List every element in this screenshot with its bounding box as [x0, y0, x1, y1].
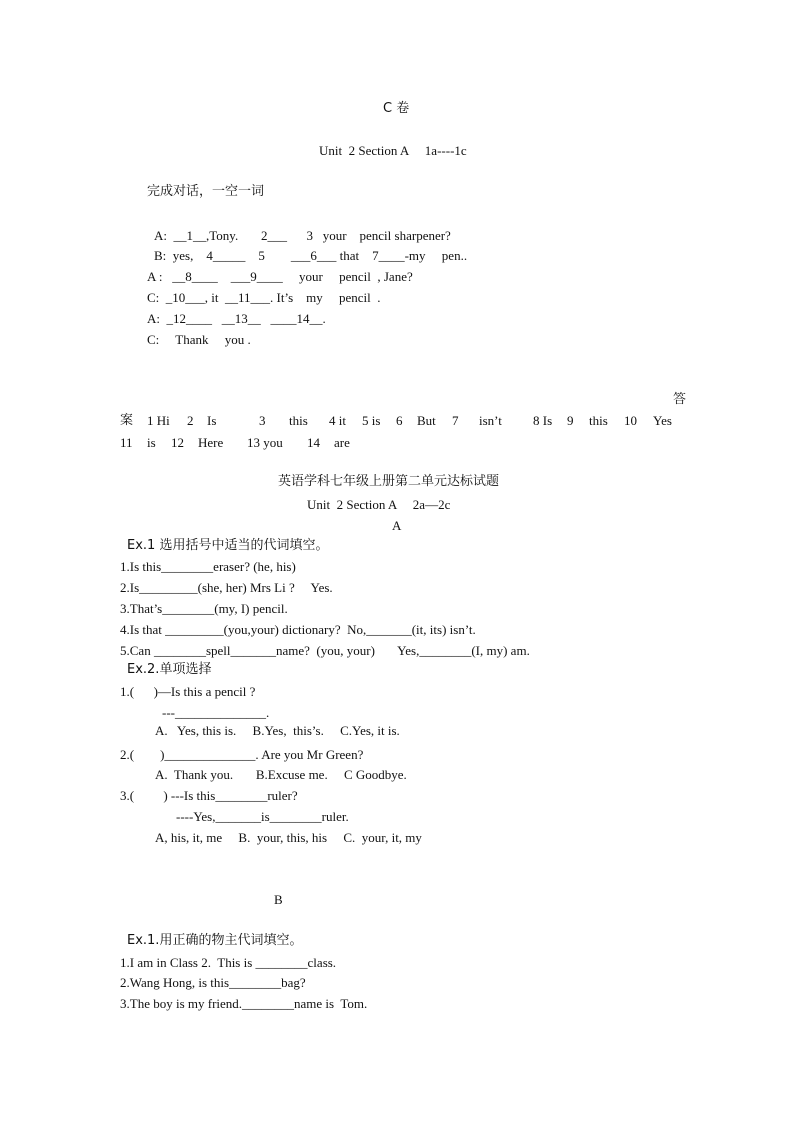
ex1-item: 3.That’s________(my, I) pencil. [120, 601, 288, 616]
ex1-item: 1.Is this________eraser? (he, his) [120, 559, 296, 574]
answer-item: this [589, 413, 608, 428]
ex1b-item: 2.Wang Hong, is this________bag? [120, 975, 306, 990]
answer-item: are [334, 435, 350, 450]
answer-item: 14 [307, 435, 320, 450]
dialog-instruction: 完成对话，一空一词 [147, 184, 265, 199]
answer-item: Is [207, 413, 217, 428]
ex2-options: A. Yes, this is. B.Yes, this’s. C.Yes, it is. [155, 723, 400, 738]
dialog-line: A: __1__,Tony. 2___ 3 your pencil sharpener? [154, 228, 451, 243]
answer-item: 5 is [362, 413, 381, 428]
ex2-options: A, his, it, me B. your, this, his C. your, it, my [155, 830, 422, 845]
section-c-title: C 卷 [383, 101, 410, 116]
ex2-title: Ex.2.单项选择 [127, 662, 212, 677]
ex1-title: Ex.1 选用括号中适当的代词填空。 [127, 538, 329, 553]
ex2-question: 3.( ) ---Is this________ruler? [120, 788, 298, 803]
answer-item: 13 you [247, 435, 283, 450]
dialog-line: C: Thank you . [147, 332, 251, 347]
ex1-item: 2.Is_________(she, her) Mrs Li ? Yes. [120, 580, 333, 595]
unit-heading-2: Unit 2 Section A 2a—2c [307, 497, 451, 512]
part-a-label: A [392, 518, 402, 533]
ex2-options: A. Thank you. B.Excuse me. C Goodbye. [155, 767, 407, 782]
answer-item: 10 [624, 413, 637, 428]
answer-item: 6 [396, 413, 403, 428]
ex2-question: 1.( )—Is this a pencil ? [120, 684, 256, 699]
answer-item: 12 [171, 435, 184, 450]
answer-item: isn’t [479, 413, 502, 428]
ex2-answer-blank: ---______________. [162, 705, 270, 720]
answer-item: this [289, 413, 308, 428]
ex1-item: 4.Is that _________(you,your) dictionary? No,_______(it, its) isn’t. [120, 622, 476, 637]
answer-item: 7 [452, 413, 459, 428]
ex2-answer-blank: ----Yes,_______is________ruler. [176, 809, 349, 824]
unit-heading: Unit 2 Section A 1a----1c [319, 143, 467, 158]
answer-label-a: 答 [673, 392, 687, 407]
dialog-line: C: _10___, it __11___. It’s my pencil . [147, 290, 381, 305]
test-title: 英语学科七年级上册第二单元达标试题 [278, 474, 500, 489]
answer-label-b: 案 [120, 413, 134, 428]
answer-row [0, 413, 794, 429]
answer-item: 9 [567, 413, 574, 428]
answer-item: Yes [653, 413, 672, 428]
answer-item: 1 Hi [147, 413, 170, 428]
dialog-line: A: _12____ __13__ ____14__. [147, 311, 326, 326]
answer-item: But [417, 413, 436, 428]
dialog-line: A : __8____ ___9____ your pencil , Jane? [147, 269, 413, 284]
ex1b-item: 3.The boy is my friend.________name is Tom. [120, 996, 368, 1011]
part-b-label: B [274, 892, 283, 907]
answer-row [0, 435, 794, 451]
answer-item: is [147, 435, 156, 450]
answer-item: 8 Is [533, 413, 553, 428]
ex1-item: 5.Can ________spell_______name? (you, your) Yes,________(I, my) am. [120, 643, 530, 658]
answer-item: 11 [120, 435, 133, 450]
ex1b-item: 1.I am in Class 2. This is ________class. [120, 955, 337, 970]
ex2-question: 2.( )______________. Are you Mr Green? [120, 747, 364, 762]
answer-item: 4 it [329, 413, 346, 428]
ex1b-title: Ex.1.用正确的物主代词填空。 [127, 933, 303, 948]
answer-item: 2 [187, 413, 194, 428]
answer-item: 3 [259, 413, 266, 428]
dialog-line: B: yes, 4_____ 5 ___6___ that 7____-my pen.. [154, 248, 468, 263]
answer-item: Here [198, 435, 224, 450]
